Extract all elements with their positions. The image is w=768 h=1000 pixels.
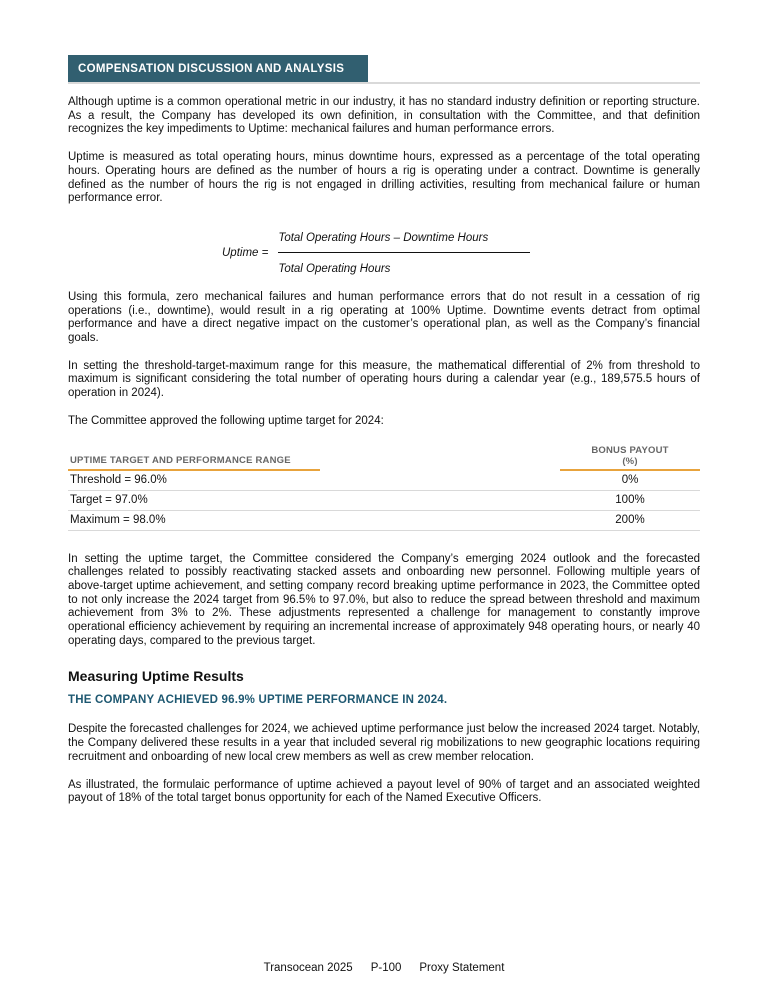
target-range-value: Target = 97.0% bbox=[70, 494, 148, 507]
bonus-payout-header-line2: (%) bbox=[622, 455, 638, 467]
formula-fraction bbox=[278, 232, 530, 275]
maximum-payout-value: 200% bbox=[615, 514, 645, 527]
paragraph-formula-explanation: Using this formula, zero mechanical failures and human performance errors that do not result in a cessation of rig operations (i.e., downtime), would result in a rig operating at 100% Uptime. Downtime events detract from optimal performance and have a direct negative impact on the customer’s operational plan, as well as the Company’s financial goals. bbox=[68, 290, 700, 345]
formula-numerator: Total Operating Hours – Downtime Hours bbox=[278, 231, 489, 244]
bonus-payout-column-header bbox=[560, 445, 700, 471]
paragraph-target-setting-rationale: In setting the uptime target, the Committee considered the Company’s emerging 2024 outlook and the forecasted challenges related to possibly reactivating stacked assets and onboarding new personnel. Following multiple years of above-target uptime achievement, and setting company record breaking uptime performance in 2023, the Committee opted to not only increase the 2024 target from 96.5% to 97.0%, but also to reduce the spread between threshold and maximum achievement from 3% to 2%. These adjustments represented a challenge for management to constantly improve operational efficiency achievement by requiring an incremental increase of approximately 948 operating hours, or nearly 40 operating days, compared to the previous target. bbox=[68, 552, 700, 647]
table-row bbox=[68, 511, 700, 531]
table-row bbox=[68, 491, 700, 511]
paragraph-committee-approved: The Committee approved the following uptime target for 2024: bbox=[68, 414, 384, 427]
paragraph-payout-result: As illustrated, the formulaic performance of uptime achieved a payout level of 90% of target and an associated weighted payout of 18% of the total target bonus opportunity for each of the Named Executive Officers. bbox=[68, 778, 700, 805]
threshold-range-value: Threshold = 96.0% bbox=[70, 474, 167, 487]
uptime-formula bbox=[222, 232, 700, 275]
footer-doc-title: Proxy Statement bbox=[419, 962, 505, 974]
footer-page-number: P-100 bbox=[370, 962, 402, 974]
paragraph-uptime-measurement: Uptime is measured as total operating hours, minus downtime hours, expressed as a percentage of the total operating hours. Operating hours are defined as the number of hours a rig is operating under a contract. Downtime is generally defined as the number of hours the rig is not engaged in drilling activities, resulting from mechanical failure or human performance error. bbox=[68, 151, 700, 205]
maximum-range-value: Maximum = 98.0% bbox=[70, 514, 166, 527]
formula-lhs: Uptime = bbox=[222, 247, 269, 260]
uptime-range-column-header: UPTIME TARGET AND PERFORMANCE RANGE bbox=[68, 455, 320, 471]
bonus-payout-header-line1: BONUS PAYOUT bbox=[591, 444, 669, 456]
achievement-statement: THE COMPANY ACHIEVED 96.9% UPTIME PERFORMANCE IN 2024. bbox=[68, 694, 448, 707]
paragraph-achievement-detail: Despite the forecasted challenges for 2024, we achieved uptime performance just below the increased 2024 target. Notably, the Company delivered these results in a year that included several rig mobilizations to new geographic locations requiring recruitment and onboarding of new local crew members as well as crew member relocation. bbox=[68, 723, 700, 763]
table-header-left-cell bbox=[68, 455, 560, 471]
section-banner-row bbox=[68, 55, 700, 84]
banner-rule bbox=[68, 82, 700, 84]
measuring-uptime-results-heading: Measuring Uptime Results bbox=[68, 668, 244, 685]
page-footer bbox=[0, 962, 768, 974]
page-content bbox=[68, 55, 700, 820]
uptime-target-table bbox=[68, 445, 700, 531]
footer-company: Transocean 2025 bbox=[263, 962, 353, 974]
section-banner-title: COMPENSATION DISCUSSION AND ANALYSIS bbox=[68, 55, 368, 82]
target-payout-value: 100% bbox=[615, 494, 645, 507]
table-header-row bbox=[68, 445, 700, 471]
paragraph-uptime-definition: Although uptime is a common operational metric in our industry, it has no standard industry definition or reporting structure. As a result, the Company has developed its own definition, in consultation with the Committee, and that definition recognizes the key impediments to Uptime: mechanical failures and human performance errors. bbox=[68, 96, 700, 136]
paragraph-threshold-range: In setting the threshold-target-maximum range for this measure, the mathematical differential of 2% from threshold to maximum is significant considering the total number of operating hours during a calendar year (e.g., 189,575.5 hours of operation in 2024). bbox=[68, 359, 700, 400]
threshold-payout-value: 0% bbox=[621, 474, 639, 487]
table-row bbox=[68, 471, 700, 491]
formula-denominator: Total Operating Hours bbox=[278, 262, 391, 275]
